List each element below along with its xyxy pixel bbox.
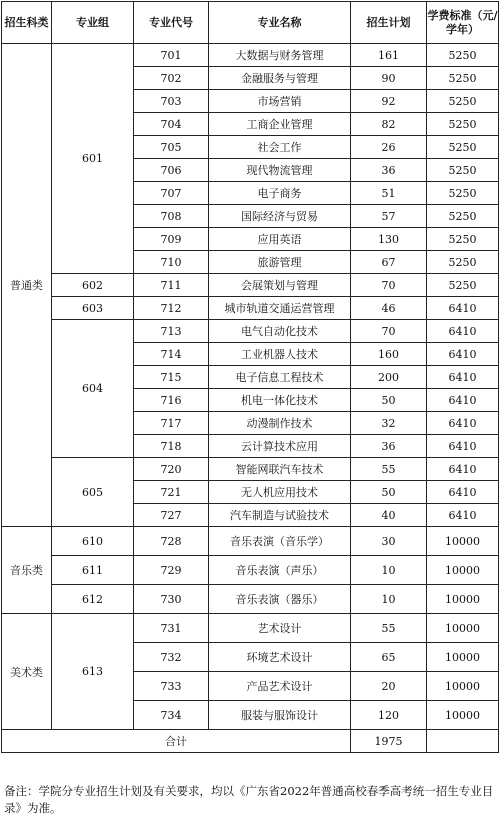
name-cell: 电子商务 [209,182,351,205]
name-cell: 机电一体化技术 [209,389,351,412]
name-cell: 工业机器人技术 [209,343,351,366]
total-label: 合计 [2,730,351,753]
fee-cell: 5250 [427,274,499,297]
table-row [2,320,499,343]
name-cell: 社会工作 [209,136,351,159]
plan-cell: 161 [351,44,427,67]
code-cell: 711 [134,274,209,297]
category-music: 音乐类 [2,527,52,614]
code-cell: 731 [134,614,209,643]
table-row [2,44,499,67]
table-row [2,585,499,614]
plan-cell: 130 [351,228,427,251]
code-cell: 733 [134,672,209,701]
plan-cell: 20 [351,672,427,701]
code-cell: 730 [134,585,209,614]
fee-cell: 5250 [427,113,499,136]
header-name: 专业名称 [209,2,351,44]
fee-cell: 5250 [427,67,499,90]
plan-cell: 92 [351,90,427,113]
name-cell: 工商企业管理 [209,113,351,136]
plan-cell: 36 [351,435,427,458]
header-category: 招生科类 [2,2,52,44]
code-cell: 704 [134,113,209,136]
fee-cell: 6410 [427,458,499,481]
fee-cell: 5250 [427,251,499,274]
fee-cell: 10000 [427,614,499,643]
plan-cell: 200 [351,366,427,389]
group-612: 612 [52,585,134,614]
header-plan: 招生计划 [351,2,427,44]
total-plan: 1975 [351,730,427,753]
plan-cell: 46 [351,297,427,320]
fee-cell: 10000 [427,701,499,730]
code-cell: 714 [134,343,209,366]
code-cell: 701 [134,44,209,67]
category-general: 普通类 [2,44,52,527]
footnote: 备注：学院分专业招生计划及有关要求，均以《广东省2022年普通高校春季高考统一招生专业目录》为准。 [4,784,494,815]
group-610: 610 [52,527,134,556]
header-code: 专业代号 [134,2,209,44]
header-row [2,2,499,44]
name-cell: 服装与服饰设计 [209,701,351,730]
plan-cell: 55 [351,458,427,481]
fee-cell: 5250 [427,159,499,182]
fee-cell: 10000 [427,585,499,614]
fee-cell: 6410 [427,435,499,458]
fee-cell: 5250 [427,205,499,228]
fee-cell: 5250 [427,44,499,67]
plan-cell: 50 [351,481,427,504]
code-cell: 727 [134,504,209,527]
total-row [2,730,499,753]
table-row [2,274,499,297]
group-603: 603 [52,297,134,320]
code-cell: 708 [134,205,209,228]
fee-cell: 6410 [427,343,499,366]
fee-cell: 10000 [427,672,499,701]
group-611: 611 [52,556,134,585]
group-605: 605 [52,458,134,527]
group-601: 601 [52,44,134,274]
fee-cell: 6410 [427,504,499,527]
header-group: 专业组 [52,2,134,44]
fee-cell: 10000 [427,643,499,672]
name-cell: 智能网联汽车技术 [209,458,351,481]
category-art: 美术类 [2,614,52,730]
name-cell: 电气自动化技术 [209,320,351,343]
code-cell: 715 [134,366,209,389]
code-cell: 706 [134,159,209,182]
code-cell: 720 [134,458,209,481]
plan-cell: 50 [351,389,427,412]
plan-cell: 70 [351,274,427,297]
name-cell: 音乐表演（器乐） [209,585,351,614]
group-613: 613 [52,614,134,730]
admission-plan-table [1,1,499,753]
name-cell: 电子信息工程技术 [209,366,351,389]
name-cell: 国际经济与贸易 [209,205,351,228]
name-cell: 现代物流管理 [209,159,351,182]
code-cell: 716 [134,389,209,412]
name-cell: 城市轨道交通运营管理 [209,297,351,320]
header-fee: 学费标准（元/学年） [427,2,499,44]
code-cell: 734 [134,701,209,730]
plan-cell: 40 [351,504,427,527]
code-cell: 702 [134,67,209,90]
fee-cell: 10000 [427,527,499,556]
name-cell: 动漫制作技术 [209,412,351,435]
plan-cell: 82 [351,113,427,136]
name-cell: 大数据与财务管理 [209,44,351,67]
fee-cell: 6410 [427,412,499,435]
name-cell: 音乐表演（声乐） [209,556,351,585]
group-602: 602 [52,274,134,297]
name-cell: 旅游管理 [209,251,351,274]
code-cell: 732 [134,643,209,672]
plan-cell: 32 [351,412,427,435]
plan-cell: 10 [351,556,427,585]
name-cell: 云计算技术应用 [209,435,351,458]
code-cell: 713 [134,320,209,343]
fee-cell: 6410 [427,389,499,412]
plan-cell: 67 [351,251,427,274]
plan-cell: 26 [351,136,427,159]
code-cell: 728 [134,527,209,556]
plan-cell: 65 [351,643,427,672]
plan-cell: 51 [351,182,427,205]
fee-cell: 5250 [427,136,499,159]
table-row [2,458,499,481]
code-cell: 709 [134,228,209,251]
table-row [2,527,499,556]
table-row [2,614,499,643]
plan-cell: 90 [351,67,427,90]
code-cell: 703 [134,90,209,113]
name-cell: 应用英语 [209,228,351,251]
plan-cell: 70 [351,320,427,343]
name-cell: 音乐表演（音乐学） [209,527,351,556]
name-cell: 无人机应用技术 [209,481,351,504]
code-cell: 712 [134,297,209,320]
fee-cell: 6410 [427,297,499,320]
code-cell: 717 [134,412,209,435]
name-cell: 产品艺术设计 [209,672,351,701]
code-cell: 721 [134,481,209,504]
plan-cell: 30 [351,527,427,556]
plan-cell: 10 [351,585,427,614]
code-cell: 707 [134,182,209,205]
table-row [2,297,499,320]
name-cell: 艺术设计 [209,614,351,643]
total-fee-empty [427,730,499,753]
plan-cell: 57 [351,205,427,228]
plan-cell: 120 [351,701,427,730]
plan-cell: 36 [351,159,427,182]
code-cell: 729 [134,556,209,585]
plan-cell: 55 [351,614,427,643]
name-cell: 环境艺术设计 [209,643,351,672]
fee-cell: 10000 [427,556,499,585]
fee-cell: 5250 [427,228,499,251]
table-row [2,556,499,585]
name-cell: 金融服务与管理 [209,67,351,90]
name-cell: 市场营销 [209,90,351,113]
fee-cell: 5250 [427,182,499,205]
code-cell: 710 [134,251,209,274]
plan-cell: 160 [351,343,427,366]
name-cell: 汽车制造与试验技术 [209,504,351,527]
group-604: 604 [52,320,134,458]
code-cell: 718 [134,435,209,458]
name-cell: 会展策划与管理 [209,274,351,297]
fee-cell: 6410 [427,481,499,504]
fee-cell: 6410 [427,366,499,389]
code-cell: 705 [134,136,209,159]
fee-cell: 6410 [427,320,499,343]
fee-cell: 5250 [427,90,499,113]
